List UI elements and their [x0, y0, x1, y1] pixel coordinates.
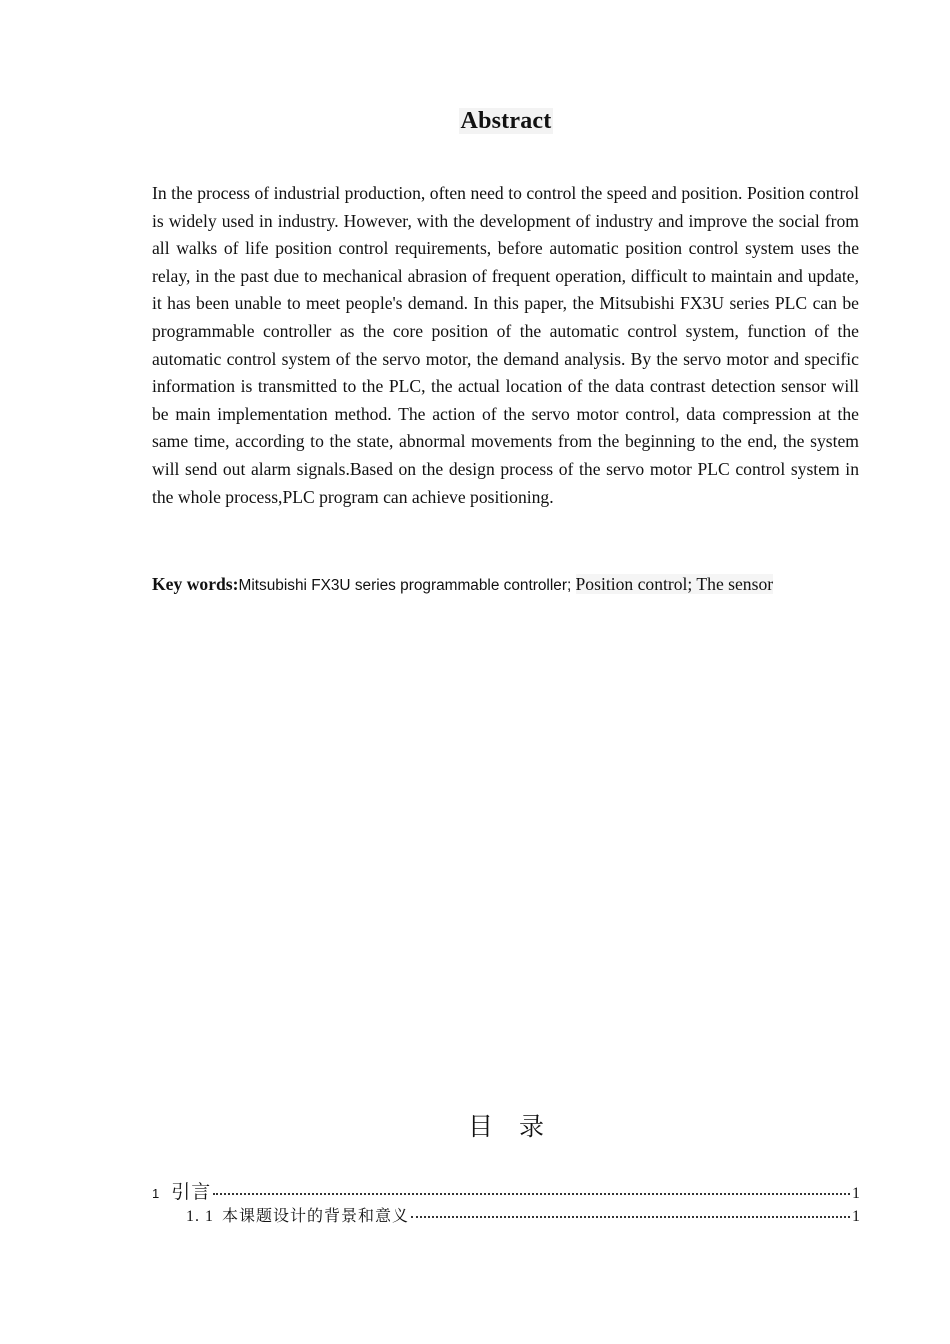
- toc-entry[interactable]: [186, 1203, 860, 1226]
- keywords-label: Key words:: [152, 574, 239, 594]
- keywords-text-sans: Mitsubishi FX3U series programmable controller;: [238, 577, 576, 594]
- abstract-paragraph: In the process of industrial production, often need to control the speed and position. Position control is widely used in industry. However, with the development of industry and improve the social from all walks of life position control requirements, before automatic position control system uses the relay, in the past due to mechanical abrasion of frequent operation, difficult to maintain and update, it has been unable to meet people's demand. In this paper, the Mitsubishi FX3U series PLC can be programmable controller as the core position of the automatic control system, function of the automatic control system of the servo motor, the demand analysis. By the servo motor and specific information is transmitted to the PLC, the actual location of the data contrast detection sensor will be main implementation method. The action of the servo motor control, data compression at the same time, according to the state, abnormal movements from the beginning to the end, the system will send out alarm signals.Based on the design process of the servo motor PLC control system in the whole process,PLC program can achieve positioning.: [152, 183, 859, 507]
- toc-leader-dots: [213, 1193, 850, 1195]
- keywords-text-serif: Position control; The sensor: [575, 574, 774, 594]
- toc-leader-dots: [411, 1216, 850, 1218]
- keywords-line: [152, 571, 872, 599]
- toc-entry-number: 1: [152, 1186, 160, 1201]
- toc-entry[interactable]: [152, 1177, 860, 1204]
- toc-entry-page: 1: [852, 1185, 860, 1202]
- toc-entry-page: 1: [852, 1208, 860, 1225]
- toc-entry-label: 引言: [171, 1181, 212, 1203]
- abstract-heading-text: Abstract: [460, 108, 552, 134]
- abstract-heading: [152, 108, 860, 135]
- toc-entry-number: 1. 1: [186, 1208, 214, 1225]
- toc-heading: 目录: [467, 1112, 570, 1141]
- toc-entry-label: 本课题设计的背景和意义: [222, 1206, 410, 1225]
